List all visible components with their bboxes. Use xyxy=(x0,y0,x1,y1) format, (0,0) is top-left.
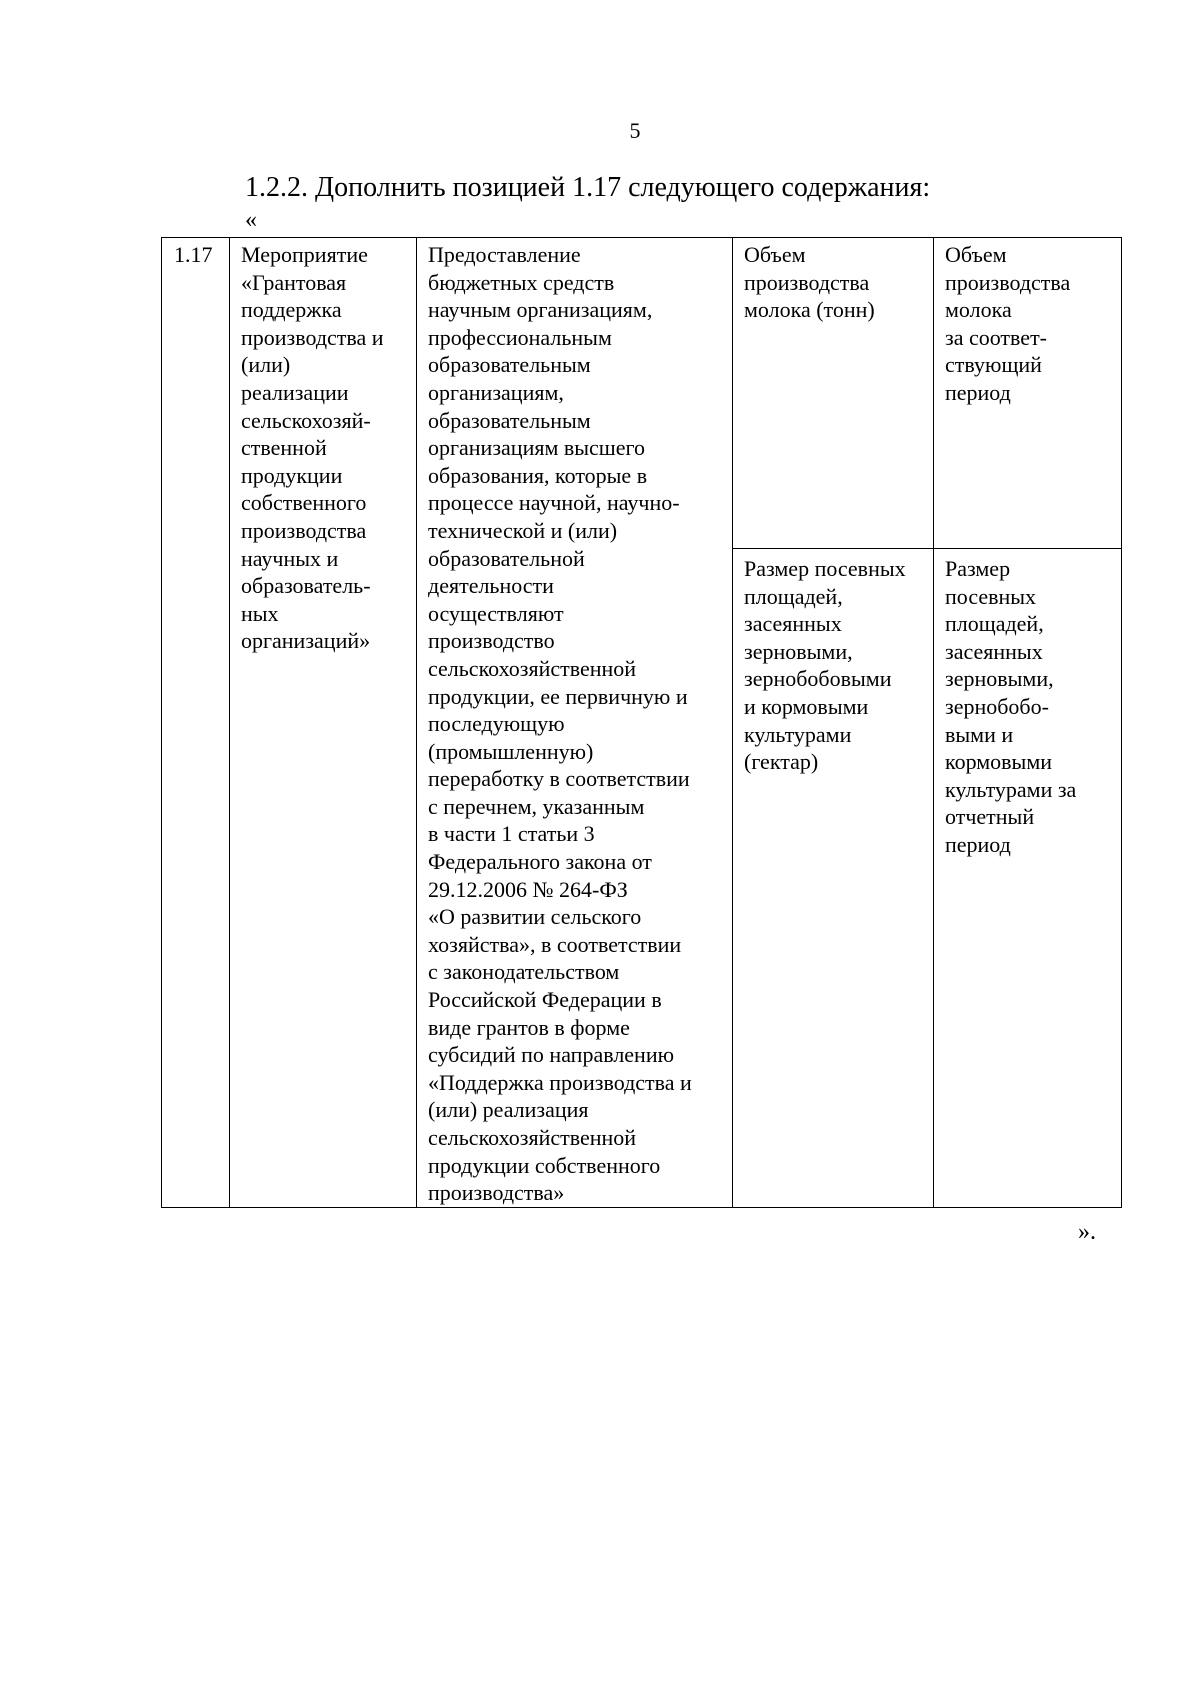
table-row xyxy=(162,238,1122,549)
program-entry-table xyxy=(161,237,1122,1208)
entry-number-cell: 1.17 xyxy=(162,238,230,1208)
indicator-milk-cell: Объем производства молока (тонн) xyxy=(733,238,934,549)
closing-quote: ». xyxy=(1078,1219,1096,1245)
section-heading: 1.2.2. Дополнить позицией 1.17 следующего содержания: xyxy=(245,172,931,203)
value-crops-cell: Размер посевных площадей, засеянных зерновыми, зернобобо- выми и кормовыми культурами за отчетный период xyxy=(934,549,1122,1208)
opening-quote: « xyxy=(245,207,257,233)
value-milk-cell: Объем производства молока за соответ- ствующий период xyxy=(934,238,1122,549)
page-number: 5 xyxy=(629,118,641,143)
indicator-crops-cell: Размер посевных площадей, засеянных зерновыми, зернобобовыми и кормовыми культурами (гектар) xyxy=(733,549,934,1208)
event-name-cell: Мероприятие «Грантовая поддержка производства и (или) реализации сельскохозяй- ственной продукции собственного производства научных и образователь- ных организаций» xyxy=(230,238,417,1208)
event-description-cell: Предоставление бюджетных средств научным организациям, профессиональным образовательным организациям, образовательным организациям высшего образования, которые в процессе научной, научно- технической и (или) образовательной деятельности осуществляют производство сельскохозяйственной продукции, ее первичную и последующую (промышленную) переработку в соответствии с перечнем, указанным в части 1 статьи 3 Федерального закона от 29.12.2006 № 264-ФЗ «О развитии сельского хозяйства», в соответствии с законодательством Российской Федерации в виде грантов в форме субсидий по направлению «Поддержка производства и (или) реализация сельскохозяйственной продукции собственного производства» xyxy=(417,238,733,1208)
